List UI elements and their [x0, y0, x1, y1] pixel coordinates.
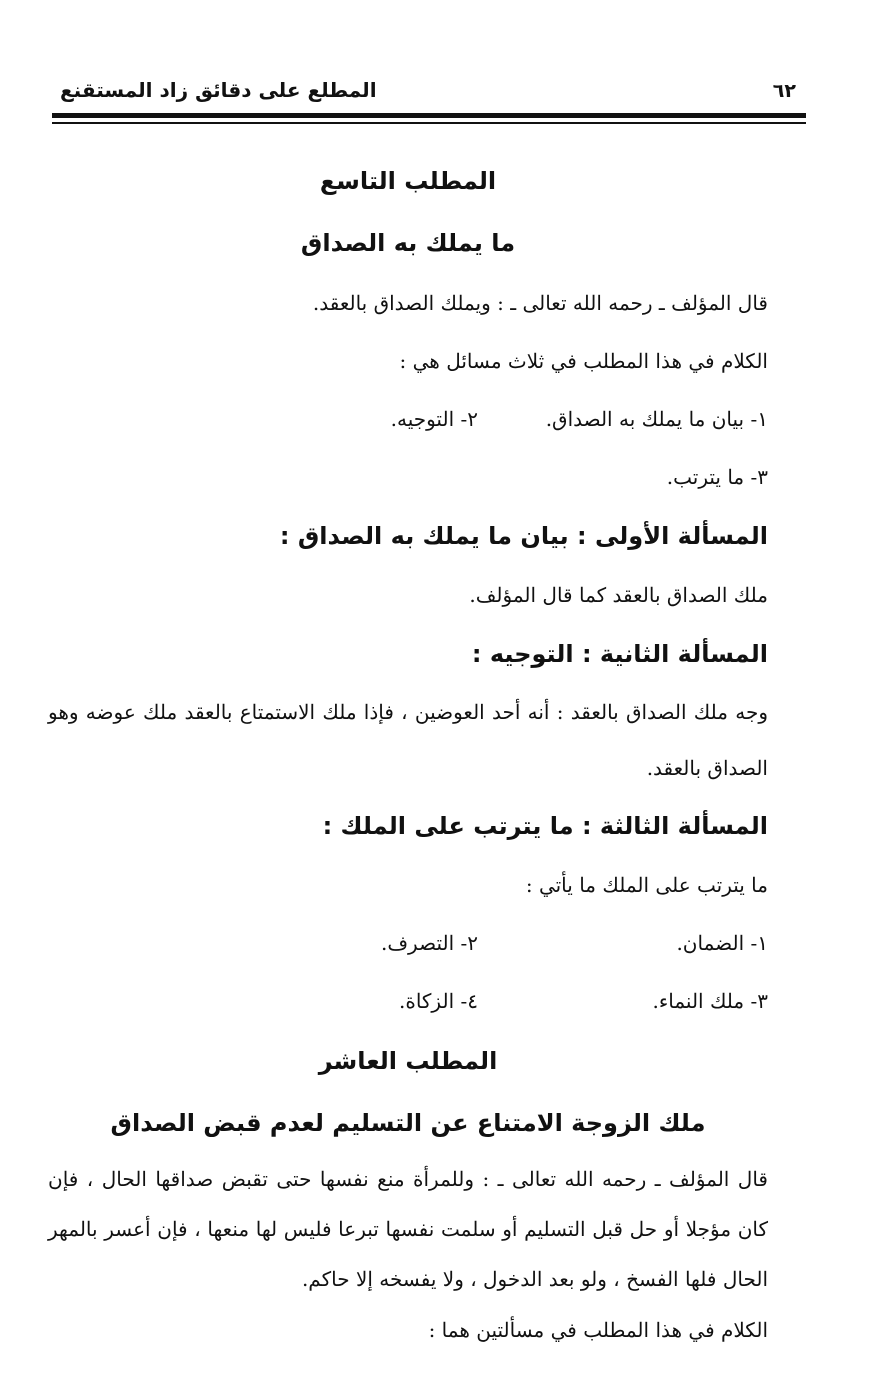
running-header	[52, 78, 806, 106]
consequence-item: ٢- التصرف.	[380, 931, 478, 955]
issue-heading: المسألة الأولى : بيان ما يملك به الصداق :	[279, 522, 768, 550]
page-body	[48, 150, 768, 1356]
header-rule-thin	[52, 122, 806, 124]
page-number: ٦٢	[772, 80, 796, 102]
consequences-row	[48, 972, 768, 1030]
author-quote: قال المؤلف ـ رحمه الله تعالى ـ : وللمرأة منع نفسها حتى تقبض صداقها الحال ، فإن كان مؤجلا أو حل قبل التسليم أو سلمت نفسها تبرعا فليس لها منعها ، فإن أعسر بالمهر الحال فلها الفسخ ، ولو بعد الدخول ، ولا يفسخه إلا حاكم.	[48, 1167, 768, 1291]
author-quote: قال المؤلف ـ رحمه الله تعالى ـ : ويملك الصداق بالعقد.	[312, 291, 768, 315]
issue-item: ٢- التوجيه.	[390, 407, 478, 431]
section-subtitle: ملك الزوجة الامتناع عن التسليم لعدم قبض الصداق	[110, 1109, 706, 1137]
issue-intro: ما يترتب على الملك ما يأتي :	[525, 873, 768, 897]
issues-list-row	[48, 390, 768, 448]
issues-intro: الكلام في هذا المطلب في مسألتين هما :	[428, 1318, 768, 1342]
consequence-item: ١- الضمان.	[676, 931, 768, 955]
issue-heading: المسألة الثانية : التوجيه :	[471, 640, 768, 668]
issue-item: ١- بيان ما يملك به الصداق.	[545, 407, 768, 431]
issues-list-row	[48, 448, 768, 506]
issue-heading: المسألة الثالثة : ما يترتب على الملك :	[322, 812, 768, 840]
section-title: المطلب العاشر	[318, 1047, 498, 1075]
issue-item: ٣- ما يترتب.	[666, 465, 768, 489]
issue-text: وجه ملك الصداق بالعقد : أنه أحد العوضين ، فإذا ملك الاستمتاع بالعقد ملك عوضه وهو الصداق بالعقد.	[48, 700, 768, 780]
section-subtitle: ما يملك به الصداق	[300, 229, 516, 257]
consequences-row	[48, 914, 768, 972]
running-title: المطلع على دقائق زاد المستقنع	[60, 78, 377, 102]
consequence-item: ٤- الزكاة.	[398, 989, 478, 1013]
issues-intro: الكلام في هذا المطلب في ثلاث مسائل هي :	[399, 349, 768, 373]
header-rule-thick	[52, 113, 806, 118]
consequence-item: ٣- ملك النماء.	[652, 989, 768, 1013]
issue-text: ملك الصداق بالعقد كما قال المؤلف.	[469, 583, 768, 607]
section-title: المطلب التاسع	[319, 167, 497, 195]
